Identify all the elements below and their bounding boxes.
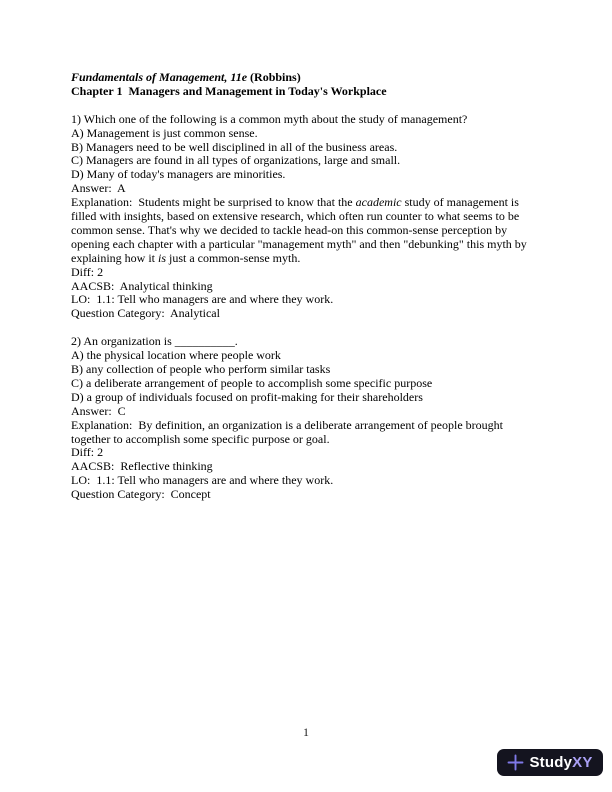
question-2-category: Question Category: Concept — [71, 487, 211, 502]
question-1-explanation-line — [71, 196, 546, 210]
question-1-lo: LO: 1.1: Tell who managers are and where they work. — [71, 292, 334, 307]
question-2-choice-b: B) any collection of people who perform similar tasks — [71, 362, 331, 376]
question-1-category: Question Category: Analytical — [71, 306, 220, 321]
question-2-stem: 2) An organization is __________. — [71, 334, 238, 349]
logo-text-primary: Study — [529, 754, 573, 771]
question-1-explanation-line: filled with insights, based on extensive research, which often run counter to what seems to be — [71, 209, 520, 224]
blank-line — [71, 99, 546, 113]
question-1-diff: Diff: 2 — [71, 264, 104, 279]
question-1-answer: Answer: A — [71, 181, 126, 196]
book-title-line — [71, 71, 546, 85]
question-2-diff: Diff: 2 — [71, 445, 104, 460]
question-1-block — [71, 113, 546, 322]
question-1-explanation-line: common sense. That's why we decided to tackle head-on this common-sense perception by — [71, 222, 508, 237]
question-1-choice-c: C) Managers are found in all types of organizations, large and small. — [71, 153, 401, 168]
question-2-answer: Answer: C — [71, 403, 126, 418]
question-1-aacsb: AACSB: Analytical thinking — [71, 278, 213, 293]
explanation-text: study of management is — [401, 195, 519, 210]
explanation-text: explaining how it — [71, 250, 158, 265]
question-1-choice-b: B) Managers need to be well disciplined in all of the business areas. — [71, 139, 398, 154]
question-1-choice-d: D) Many of today's managers are minorities. — [71, 167, 286, 182]
question-2-block — [71, 335, 546, 502]
blank-line — [71, 321, 546, 335]
logo-text-accent: XY — [572, 754, 593, 771]
question-2-explanation-line: together to accomplish some specific purpose or goal. — [71, 431, 330, 446]
question-2-lo: LO: 1.1: Tell who managers are and where they work. — [71, 473, 334, 488]
explanation-emphasis: is — [158, 250, 167, 265]
book-title-suffix: (Robbins) — [247, 70, 301, 84]
page-number: 1 — [303, 725, 309, 739]
book-title: Fundamentals of Management, 11e — [71, 70, 248, 84]
question-1-explanation-line: opening each chapter with a particular "management myth" and then "debunking" this myth by — [71, 236, 527, 251]
question-2-choice-d: D) a group of individuals focused on profit-making for their shareholders — [71, 389, 423, 404]
chapter-title: Chapter 1 Managers and Management in Today's Workplace — [71, 83, 387, 98]
question-2-aacsb: AACSB: Reflective thinking — [71, 459, 213, 474]
explanation-text: Explanation: Students might be surprised to know that the — [71, 195, 356, 210]
question-2-explanation-line: Explanation: By definition, an organization is a deliberate arrangement of people brought — [71, 417, 503, 432]
plus-icon — [507, 754, 524, 771]
explanation-text: just a common-sense myth. — [166, 250, 301, 265]
question-1-explanation-line — [71, 252, 546, 266]
document-content — [71, 71, 546, 502]
question-1-choice-a: A) Management is just common sense. — [71, 125, 258, 140]
question-1-stem: 1) Which one of the following is a common myth about the study of management? — [71, 111, 468, 126]
studyxy-logo[interactable] — [497, 749, 603, 776]
explanation-emphasis: academic — [355, 195, 402, 210]
logo-text — [529, 754, 592, 771]
question-2-choice-a: A) the physical location where people work — [71, 348, 281, 363]
question-2-choice-c: C) a deliberate arrangement of people to accomplish some specific purpose — [71, 375, 433, 390]
